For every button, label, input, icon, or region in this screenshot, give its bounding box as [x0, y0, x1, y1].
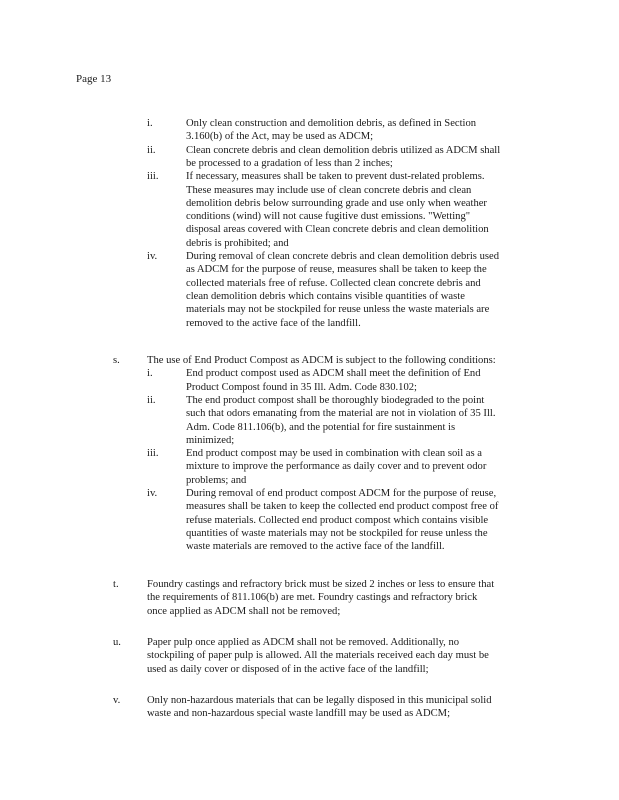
section-t-text-line: once applied as ADCM shall not be removed; — [147, 605, 341, 617]
item-r-cont-3-line: If necessary, measures shall be taken to prevent dust-related problems. — [186, 171, 485, 183]
item-r-cont-1-line: 3.160(b) of the Act, may be used as ADCM; — [186, 131, 374, 143]
item-s-1-line: Product Compost found in 35 Ill. Adm. Code 830.102; — [186, 381, 418, 393]
item-label-r-cont-2: ii. — [147, 144, 156, 156]
item-r-cont-3-line: debris is prohibited; and — [186, 237, 289, 249]
item-s-1-line: End product compost used as ADCM shall meet the definition of End — [186, 368, 481, 380]
item-r-cont-4-line: materials may not be stockpiled for reuse unless the waste materials are — [186, 304, 490, 316]
item-label-s-2: ii. — [147, 394, 156, 406]
section-label-u: u. — [113, 637, 121, 648]
item-label-r-cont-4: iv. — [147, 251, 158, 262]
section-t-text-line: Foundry castings and refractory brick must be sized 2 inches or less to ensure that — [147, 579, 495, 590]
item-s-4-line: waste materials are removed to the active face of the landfill. — [186, 541, 445, 553]
item-label-s-1: i. — [147, 368, 153, 380]
item-r-cont-3-line: conditions (wind) will not cause fugitive dust emissions. "Wetting" — [186, 211, 471, 223]
section-u-text-line: used as daily cover or disposed of in the active face of the landfill; — [147, 663, 429, 675]
item-s-3-line: mixture to improve the performance as daily cover and to prevent odor — [186, 461, 487, 473]
section-label-v: v. — [113, 695, 121, 706]
item-r-cont-2-line: be processed to a gradation of less than 2 inches; — [186, 157, 393, 169]
item-r-cont-4-line: removed to the active face of the landfill. — [186, 317, 361, 329]
section-t-text-line: the requirements of 811.106(b) are met. Foundry castings and refractory brick — [147, 592, 478, 604]
item-r-cont-2-line: Clean concrete debris and clean demolition debris utilized as ADCM shall — [186, 144, 501, 156]
section-v-text-line: waste and non-hazardous special waste landfill may be used as ADCM; — [147, 708, 451, 720]
item-label-r-cont-1: i. — [147, 118, 153, 129]
item-s-2-line: The end product compost shall be thoroughly biodegraded to the point — [186, 394, 485, 406]
item-label-s-3: iii. — [147, 448, 159, 460]
item-s-4-line: measures shall be taken to keep the collected end product compost free of — [186, 501, 499, 513]
item-r-cont-3-line: disposal areas covered with Clean concrete debris and clean demolition — [186, 224, 489, 236]
item-s-3-line: End product compost may be used in combination with clean soil as a — [186, 448, 482, 460]
item-s-2-line: minimized; — [186, 434, 235, 446]
item-s-4-line: quantities of waste materials may not be stockpiled for reuse unless the — [186, 527, 488, 539]
item-s-2-line: Adm. Code 811.106(b), and the potential for fire sustainment is — [186, 421, 456, 433]
item-s-4-line: During removal of end product compost ADCM for the purpose of reuse, — [186, 488, 497, 499]
section-u-text-line: stockpiling of paper pulp is allowed. All the materials received each day must be — [147, 650, 489, 662]
item-r-cont-4-line: During removal of clean concrete debris and clean demolition debris used — [186, 251, 499, 262]
section-v-text-line: Only non-hazardous materials that can be legally disposed in this municipal solid — [147, 695, 492, 706]
item-r-cont-4-line: as ADCM for the purpose of reuse, measures shall be taken to keep the — [186, 264, 487, 276]
item-s-3-line: problems; and — [186, 474, 247, 486]
item-s-2-line: such that odors emanating from the material are not in violation of 35 Ill. — [186, 408, 496, 420]
section-u-text-line: Paper pulp once applied as ADCM shall not be removed. Additionally, no — [147, 637, 460, 648]
item-r-cont-4-line: clean demolition debris which contains visible quantities of waste — [186, 290, 465, 302]
item-r-cont-4-line: collected materials free of refuse. Collected clean concrete debris and — [186, 277, 481, 289]
section-label-t: t. — [113, 579, 119, 590]
section-s-text-line: The use of End Product Compost as ADCM is subject to the following conditions: — [147, 355, 496, 366]
item-label-s-4: iv. — [147, 488, 158, 499]
item-s-4-line: refuse materials. Collected end product compost which contains visible — [186, 514, 489, 526]
item-label-r-cont-3: iii. — [147, 171, 159, 183]
item-r-cont-1-line: Only clean construction and demolition debris, as defined in Section — [186, 118, 477, 129]
page-header: Page 13 — [76, 73, 112, 85]
section-label-s: s. — [113, 355, 120, 366]
item-r-cont-3-line: These measures may include use of clean concrete debris and clean — [186, 184, 472, 196]
item-r-cont-3-line: demolition debris below surrounding grade and use only when weather — [186, 197, 487, 209]
